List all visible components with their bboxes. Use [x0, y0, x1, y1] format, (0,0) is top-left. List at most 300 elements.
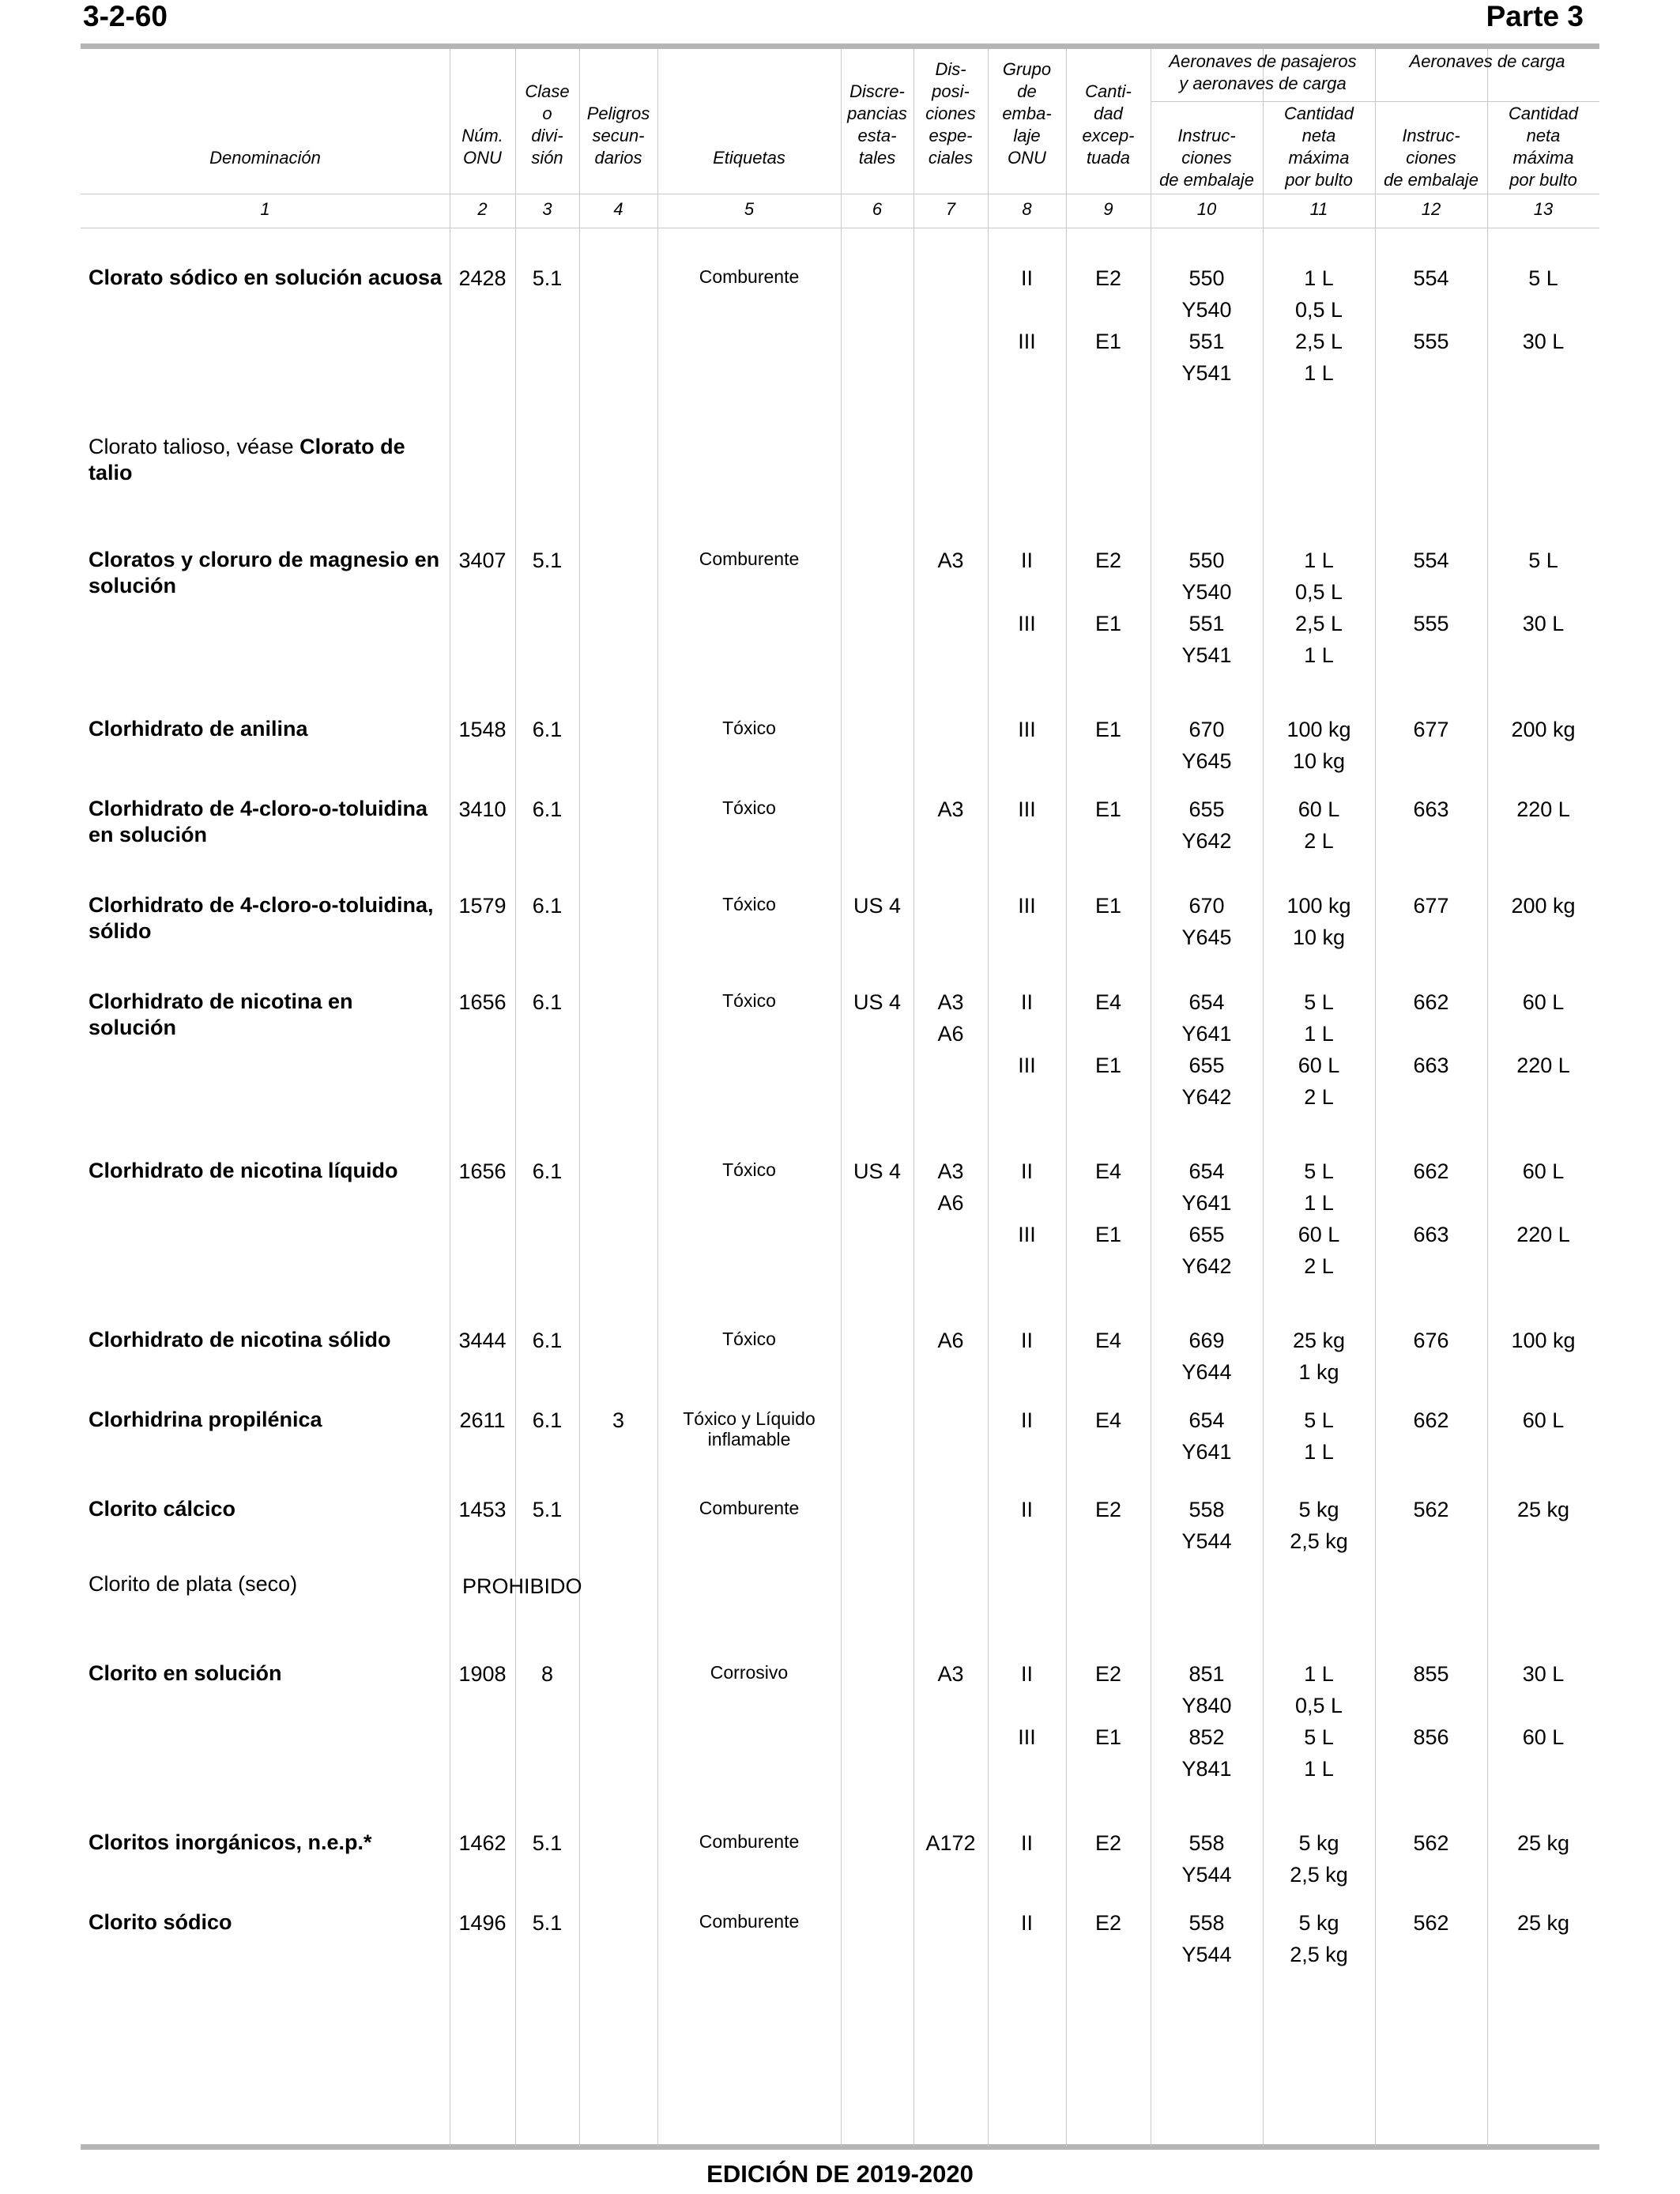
passenger-packing-instruction: Y541	[1181, 361, 1232, 385]
passenger-max-quantity: 10 kg	[1292, 925, 1346, 949]
column-number: 8	[1022, 199, 1032, 219]
substance-name: Clorito sódico	[89, 1910, 232, 1934]
excepted-quantity: E2	[1094, 1911, 1122, 1935]
column-header-c6	[841, 81, 913, 169]
excepted-quantity	[1066, 1187, 1151, 1219]
column-header-line: máxima	[1512, 148, 1574, 168]
cargo-max-quantity: 60 L	[1522, 990, 1565, 1014]
passenger-max-quantity-list	[1263, 1155, 1375, 1282]
cargo-packing-instruction-list	[1375, 1325, 1487, 1356]
column-header-line: ciales	[928, 148, 974, 168]
passenger-packing-instruction-list	[1151, 262, 1263, 389]
excepted-quantity: E1	[1094, 1725, 1122, 1749]
hazard-label: Tóxico	[722, 894, 776, 914]
cargo-max-quantity	[1487, 1753, 1599, 1785]
passenger-packing-instruction: Y645	[1181, 925, 1232, 949]
column-number: 9	[1103, 199, 1113, 219]
un-number: 1908	[458, 1662, 507, 1686]
cargo-packing-instruction: 677	[1413, 718, 1449, 741]
cargo-max-quantity: 100 kg	[1511, 1329, 1576, 1352]
packing-group-list	[988, 1907, 1066, 1939]
cargo-max-quantity-list	[1487, 545, 1599, 671]
cargo-max-quantity	[1487, 576, 1599, 608]
cargo-max-quantity: 30 L	[1522, 1662, 1565, 1686]
excepted-quantity	[1066, 1018, 1151, 1050]
passenger-max-quantity-list	[1263, 1404, 1375, 1468]
hazard-label: Tóxico	[722, 1159, 776, 1180]
column-header-line: ciones	[1181, 148, 1232, 168]
special-provision: A6	[937, 1329, 964, 1352]
hazard-label: Tóxico	[722, 797, 776, 818]
passenger-max-quantity-list	[1263, 545, 1375, 671]
cargo-packing-instruction: 663	[1413, 1054, 1449, 1077]
passenger-packing-instruction: 550	[1188, 266, 1225, 290]
passenger-packing-instruction: Y642	[1181, 1254, 1232, 1278]
cargo-packing-instruction	[1375, 1187, 1487, 1219]
passenger-max-quantity-list	[1263, 1827, 1375, 1891]
passenger-packing-instruction: Y642	[1181, 1085, 1232, 1109]
cargo-packing-instruction: 662	[1413, 1408, 1449, 1432]
cargo-packing-instruction: 855	[1413, 1662, 1449, 1686]
aircraft-group-divider	[1151, 101, 1599, 102]
column-header-c13	[1487, 103, 1599, 191]
packing-group: II	[1020, 266, 1033, 290]
cargo-packing-instruction	[1375, 1250, 1487, 1282]
packing-group: II	[1020, 548, 1033, 572]
cargo-max-quantity-list	[1487, 1325, 1599, 1356]
hazard-label: Tóxico	[722, 990, 776, 1011]
column-header-line: esta-	[857, 126, 897, 145]
packing-group: III	[1018, 797, 1036, 821]
special-provision: A6	[937, 1022, 964, 1046]
passenger-packing-instruction: Y645	[1181, 749, 1232, 773]
column-number: 6	[872, 199, 883, 219]
column-header-c1	[81, 147, 450, 169]
column-header-c7	[913, 58, 988, 169]
cargo-max-quantity	[1487, 357, 1599, 389]
passenger-max-quantity: 10 kg	[1292, 749, 1346, 773]
cargo-packing-instruction: 555	[1413, 612, 1449, 635]
passenger-max-quantity: 25 kg	[1292, 1329, 1346, 1352]
top-rule	[81, 43, 1599, 49]
column-header-line: tuada	[1086, 148, 1131, 168]
passenger-max-quantity: 1 L	[1304, 361, 1334, 385]
column-number: 4	[613, 199, 623, 219]
special-provision: A3	[937, 990, 964, 1014]
un-number: 1579	[458, 894, 507, 918]
column-header-line: por bulto	[1509, 170, 1577, 190]
hazard-class: 6.1	[532, 894, 563, 918]
column-header-line: Dis-	[935, 59, 966, 79]
cargo-max-quantity-list	[1487, 1907, 1599, 1939]
hazard-class: 5.1	[532, 1911, 563, 1935]
column-header-line: ciones	[1406, 148, 1456, 168]
hazard-class: 6.1	[532, 797, 563, 821]
column-number: 5	[744, 199, 755, 219]
passenger-packing-instruction: 558	[1188, 1911, 1225, 1935]
subsidiary-hazard: 3	[612, 1408, 625, 1432]
packing-group-list	[988, 714, 1066, 745]
cargo-packing-instruction	[1375, 1018, 1487, 1050]
passenger-packing-instruction: Y841	[1181, 1757, 1232, 1781]
column-header-line: pancias	[847, 104, 907, 123]
substance-name: Clorhidrato de nicotina en solución	[89, 990, 353, 1039]
substance-name: Clorato sódico en solución acuosa	[89, 266, 443, 289]
packing-group: II	[1020, 1159, 1033, 1183]
column-header-line: excep-	[1082, 126, 1135, 145]
passenger-packing-instruction: 851	[1188, 1662, 1225, 1686]
excepted-quantity: E2	[1094, 1831, 1122, 1855]
column-header-c5	[657, 147, 841, 169]
passenger-packing-instruction: 670	[1188, 894, 1225, 918]
column-header-line: Etiquetas	[713, 148, 785, 168]
column-header-line: ciones	[925, 104, 976, 123]
cargo-packing-instruction	[1375, 294, 1487, 326]
cargo-max-quantity-list	[1487, 1827, 1599, 1859]
cargo-packing-instruction	[1375, 576, 1487, 608]
hazard-label: Corrosivo	[710, 1662, 789, 1683]
column-header-line: ONU	[1008, 148, 1046, 168]
column-header-line: Núm.	[461, 126, 503, 145]
packing-group-list	[988, 890, 1066, 922]
excepted-quantity: E2	[1094, 1498, 1122, 1521]
hazard-class: 5.1	[532, 548, 563, 572]
substance-name	[89, 1571, 444, 1597]
cross-reference: Clorato de talio	[89, 435, 405, 484]
column-header-line: de embalaje	[1159, 170, 1254, 190]
passenger-max-quantity: 2,5 kg	[1290, 1943, 1348, 1966]
passenger-max-quantity: 0,5 L	[1294, 1694, 1343, 1717]
passenger-max-quantity: 1 L	[1304, 548, 1334, 572]
column-header-line: Peligros	[586, 104, 650, 123]
cargo-max-quantity: 200 kg	[1511, 894, 1576, 918]
passenger-packing-instruction-list	[1151, 1827, 1263, 1891]
passenger-max-quantity-list	[1263, 714, 1375, 777]
cargo-packing-instruction-list	[1375, 794, 1487, 825]
cargo-max-quantity: 220 L	[1516, 1223, 1570, 1246]
column-header-line: darios	[594, 148, 642, 168]
passenger-max-quantity: 2 L	[1304, 1254, 1334, 1278]
passenger-packing-instruction-list	[1151, 714, 1263, 777]
cargo-packing-instruction-list	[1375, 1155, 1487, 1282]
hazard-class: 5.1	[532, 1831, 563, 1855]
column-header-line: Denominación	[209, 148, 321, 168]
cargo-packing-instruction	[1375, 639, 1487, 671]
passenger-packing-instruction-list	[1151, 1907, 1263, 1970]
passenger-packing-instruction: Y641	[1181, 1440, 1232, 1464]
special-provision: A3	[937, 797, 964, 821]
substance-name-text: Clorato talioso, véase	[89, 435, 300, 458]
passenger-packing-instruction: Y840	[1181, 1694, 1232, 1717]
column-header-line: divi-	[531, 126, 563, 145]
un-number: 3410	[458, 797, 507, 821]
hazard-label: Comburente	[699, 1831, 800, 1852]
un-number: 3407	[458, 548, 507, 572]
cargo-packing-instruction: 562	[1413, 1831, 1449, 1855]
hazard-class: 6.1	[532, 1329, 563, 1352]
passenger-max-quantity: 2,5 kg	[1290, 1529, 1348, 1553]
excepted-quantity-list	[1066, 986, 1151, 1113]
excepted-quantity: E4	[1094, 1329, 1122, 1352]
passenger-max-quantity: 1 L	[1304, 1440, 1334, 1464]
column-header-c12	[1375, 125, 1487, 191]
hazard-label: Tóxico	[722, 1329, 776, 1349]
un-number: 1496	[458, 1911, 507, 1935]
special-provision-list	[913, 545, 988, 576]
packing-group: III	[1018, 330, 1036, 353]
cargo-packing-instruction: 555	[1413, 330, 1449, 353]
column-header-c2	[450, 125, 515, 169]
column-number: 3	[542, 199, 552, 219]
special-provision-list	[913, 1827, 988, 1859]
hazard-label: Comburente	[699, 1911, 800, 1932]
column-header-line: Cantidad	[1283, 104, 1354, 123]
excepted-quantity-list	[1066, 1155, 1151, 1282]
passenger-max-quantity: 5 L	[1304, 1725, 1334, 1749]
passenger-max-quantity: 2 L	[1304, 1085, 1334, 1109]
packing-group-list	[988, 1827, 1066, 1859]
prohibited-note: PROHIBIDO	[462, 1574, 582, 1598]
cargo-max-quantity-list	[1487, 890, 1599, 922]
substance-name	[89, 434, 444, 486]
substance-name: Clorhidrina propilénica	[89, 1408, 322, 1431]
packing-group: III	[1018, 894, 1036, 918]
packing-group: III	[1018, 718, 1036, 741]
cargo-max-quantity-list	[1487, 1404, 1599, 1436]
passenger-max-quantity: 0,5 L	[1294, 580, 1343, 604]
excepted-quantity	[1066, 1250, 1151, 1282]
substance-name: Cloratos y cloruro de magnesio en solución	[89, 548, 440, 598]
column-header-line: Aeronaves de pasajeros	[1169, 51, 1357, 71]
passenger-max-quantity: 5 kg	[1298, 1911, 1339, 1935]
un-number: 1548	[458, 718, 507, 741]
column-header-line: laje	[1013, 126, 1041, 145]
column-header-line: sión	[531, 148, 563, 168]
column-header-line: Instruc-	[1177, 126, 1236, 145]
special-provision-list	[913, 1325, 988, 1356]
packing-group	[988, 1250, 1066, 1282]
packing-group: III	[1018, 1223, 1036, 1246]
cargo-packing-instruction-list	[1375, 1404, 1487, 1436]
cargo-packing-instruction: 662	[1413, 990, 1449, 1014]
hazard-class: 8	[541, 1662, 554, 1686]
un-number: 3444	[458, 1329, 507, 1352]
column-header-line: o	[542, 104, 552, 123]
column-number: 2	[477, 199, 488, 219]
packing-group: II	[1020, 1911, 1033, 1935]
substance-name: Clorhidrato de nicotina líquido	[89, 1159, 398, 1182]
excepted-quantity-list	[1066, 1325, 1151, 1356]
hazard-label: Comburente	[699, 1498, 800, 1518]
substance-name: Clorhidrato de nicotina sólido	[89, 1328, 391, 1351]
excepted-quantity: E1	[1094, 1223, 1122, 1246]
passenger-max-quantity: 1 L	[1304, 1022, 1334, 1046]
cargo-max-quantity	[1487, 1187, 1599, 1219]
column-header-cargo_group	[1375, 51, 1599, 73]
cargo-max-quantity-list	[1487, 986, 1599, 1113]
column-header-passenger_group	[1151, 51, 1375, 95]
passenger-max-quantity: 100 kg	[1286, 718, 1351, 741]
excepted-quantity: E4	[1094, 1159, 1122, 1183]
column-header-line: tales	[858, 148, 896, 168]
excepted-quantity-list	[1066, 1658, 1151, 1785]
packing-group: II	[1020, 1329, 1033, 1352]
cargo-packing-instruction-list	[1375, 890, 1487, 922]
excepted-quantity	[1066, 639, 1151, 671]
passenger-max-quantity-list	[1263, 1658, 1375, 1785]
passenger-max-quantity: 2,5 L	[1294, 612, 1343, 635]
passenger-max-quantity-list	[1263, 1325, 1375, 1388]
column-header-line: de	[1017, 81, 1037, 101]
column-header-c8	[988, 58, 1066, 169]
passenger-packing-instruction: Y644	[1181, 1360, 1232, 1384]
passenger-max-quantity: 60 L	[1298, 1054, 1340, 1077]
cargo-max-quantity-list	[1487, 1155, 1599, 1282]
special-provision: A3	[937, 1662, 964, 1686]
excepted-quantity-list	[1066, 714, 1151, 745]
substance-name: Clorhidrato de 4-cloro-o-toluidina en solución	[89, 797, 428, 846]
packing-group	[988, 1753, 1066, 1785]
packing-group-list	[988, 794, 1066, 825]
hazard-label: Tóxico y Líquido inflamable	[683, 1408, 816, 1449]
substance-name: Clorhidrato de 4-cloro-o-toluidina, sólido	[89, 893, 434, 943]
passenger-max-quantity-list	[1263, 262, 1375, 389]
packing-group: II	[1020, 1498, 1033, 1521]
excepted-quantity-list	[1066, 1827, 1151, 1859]
excepted-quantity: E2	[1094, 1662, 1122, 1686]
excepted-quantity-list	[1066, 1494, 1151, 1525]
excepted-quantity: E1	[1094, 1054, 1122, 1077]
column-header-line: emba-	[1002, 104, 1052, 123]
passenger-packing-instruction: 655	[1188, 1223, 1225, 1246]
column-number: 12	[1421, 199, 1441, 219]
cargo-packing-instruction-list	[1375, 1827, 1487, 1859]
cargo-packing-instruction	[1375, 1081, 1487, 1113]
column-divider	[841, 49, 842, 2147]
excepted-quantity: E1	[1094, 330, 1122, 353]
passenger-packing-instruction-list	[1151, 545, 1263, 671]
cargo-packing-instruction-list	[1375, 714, 1487, 745]
un-number: 2611	[459, 1408, 506, 1432]
passenger-max-quantity: 1 L	[1304, 1757, 1334, 1781]
hazard-class: 6.1	[532, 1408, 563, 1432]
cargo-packing-instruction: 554	[1413, 548, 1449, 572]
cargo-max-quantity: 30 L	[1522, 330, 1565, 353]
column-header-line: neta	[1301, 126, 1336, 145]
page-number: 3-2-60	[83, 0, 168, 32]
passenger-max-quantity: 1 L	[1304, 1191, 1334, 1215]
un-number: 1656	[458, 990, 507, 1014]
packing-group: III	[1018, 1054, 1036, 1077]
cargo-max-quantity: 220 L	[1516, 797, 1570, 821]
passenger-packing-instruction-list	[1151, 986, 1263, 1113]
passenger-max-quantity: 5 L	[1304, 1159, 1334, 1183]
cargo-max-quantity: 200 kg	[1511, 718, 1576, 741]
packing-group: II	[1020, 990, 1033, 1014]
excepted-quantity: E1	[1094, 797, 1122, 821]
hazard-label: Comburente	[699, 266, 800, 287]
excepted-quantity	[1066, 1690, 1151, 1721]
passenger-packing-instruction: Y544	[1181, 1529, 1232, 1553]
passenger-max-quantity-list	[1263, 1907, 1375, 1970]
cargo-packing-instruction: 562	[1413, 1498, 1449, 1521]
cargo-max-quantity: 5 L	[1528, 548, 1558, 572]
passenger-packing-instruction: 654	[1188, 990, 1225, 1014]
passenger-packing-instruction: Y540	[1181, 298, 1232, 322]
cargo-max-quantity-list	[1487, 1494, 1599, 1525]
hazard-class: 6.1	[532, 718, 563, 741]
passenger-packing-instruction-list	[1151, 890, 1263, 953]
column-header-line: y aeronaves de carga	[1179, 74, 1347, 93]
cargo-max-quantity-list	[1487, 794, 1599, 825]
passenger-packing-instruction-list	[1151, 1325, 1263, 1388]
cargo-max-quantity-list	[1487, 714, 1599, 745]
excepted-quantity: E2	[1094, 266, 1122, 290]
cargo-max-quantity: 5 L	[1528, 266, 1558, 290]
column-header-line: neta	[1526, 126, 1561, 145]
state-variation: US 4	[853, 990, 902, 1014]
column-header-line: Discre-	[849, 81, 905, 101]
passenger-packing-instruction: Y544	[1181, 1943, 1232, 1966]
cargo-packing-instruction	[1375, 357, 1487, 389]
packing-group-list	[988, 1404, 1066, 1436]
packing-group	[988, 357, 1066, 389]
un-number: 1462	[458, 1831, 507, 1855]
passenger-packing-instruction: 558	[1188, 1498, 1225, 1521]
cargo-packing-instruction	[1375, 1690, 1487, 1721]
cargo-packing-instruction: 663	[1413, 797, 1449, 821]
packing-group	[988, 294, 1066, 326]
column-header-c9	[1066, 81, 1151, 169]
packing-group: II	[1020, 1831, 1033, 1855]
passenger-max-quantity: 1 L	[1304, 1662, 1334, 1686]
excepted-quantity	[1066, 1753, 1151, 1785]
column-header-line: Canti-	[1085, 81, 1132, 101]
column-header-c11	[1263, 103, 1375, 191]
passenger-max-quantity: 2,5 L	[1294, 330, 1343, 353]
excepted-quantity-list	[1066, 545, 1151, 671]
un-number: 2428	[458, 266, 507, 290]
un-number: 1656	[458, 1159, 507, 1183]
passenger-packing-instruction: 551	[1188, 330, 1225, 353]
passenger-max-quantity-list	[1263, 794, 1375, 857]
passenger-packing-instruction: 551	[1188, 612, 1225, 635]
cargo-max-quantity: 60 L	[1522, 1408, 1565, 1432]
column-header-line: Aeronaves de carga	[1409, 51, 1565, 71]
hazard-label: Tóxico	[722, 718, 776, 738]
packing-group: II	[1020, 1662, 1033, 1686]
cargo-max-quantity: 60 L	[1522, 1725, 1565, 1749]
excepted-quantity: E1	[1094, 718, 1122, 741]
excepted-quantity: E1	[1094, 894, 1122, 918]
excepted-quantity-list	[1066, 262, 1151, 389]
excepted-quantity: E2	[1094, 548, 1122, 572]
column-number: 11	[1309, 199, 1328, 219]
special-provision-list	[913, 1658, 988, 1690]
special-provision-list	[913, 986, 988, 1050]
column-header-c10	[1151, 125, 1263, 191]
passenger-packing-instruction-list	[1151, 1404, 1263, 1468]
cargo-packing-instruction-list	[1375, 262, 1487, 389]
passenger-packing-instruction: Y641	[1181, 1191, 1232, 1215]
passenger-max-quantity: 60 L	[1298, 797, 1340, 821]
packing-group: III	[1018, 612, 1036, 635]
column-header-line: dad	[1094, 104, 1123, 123]
cargo-max-quantity	[1487, 1250, 1599, 1282]
passenger-packing-instruction: Y541	[1181, 643, 1232, 667]
passenger-packing-instruction: Y641	[1181, 1022, 1232, 1046]
packing-group: III	[1018, 1725, 1036, 1749]
